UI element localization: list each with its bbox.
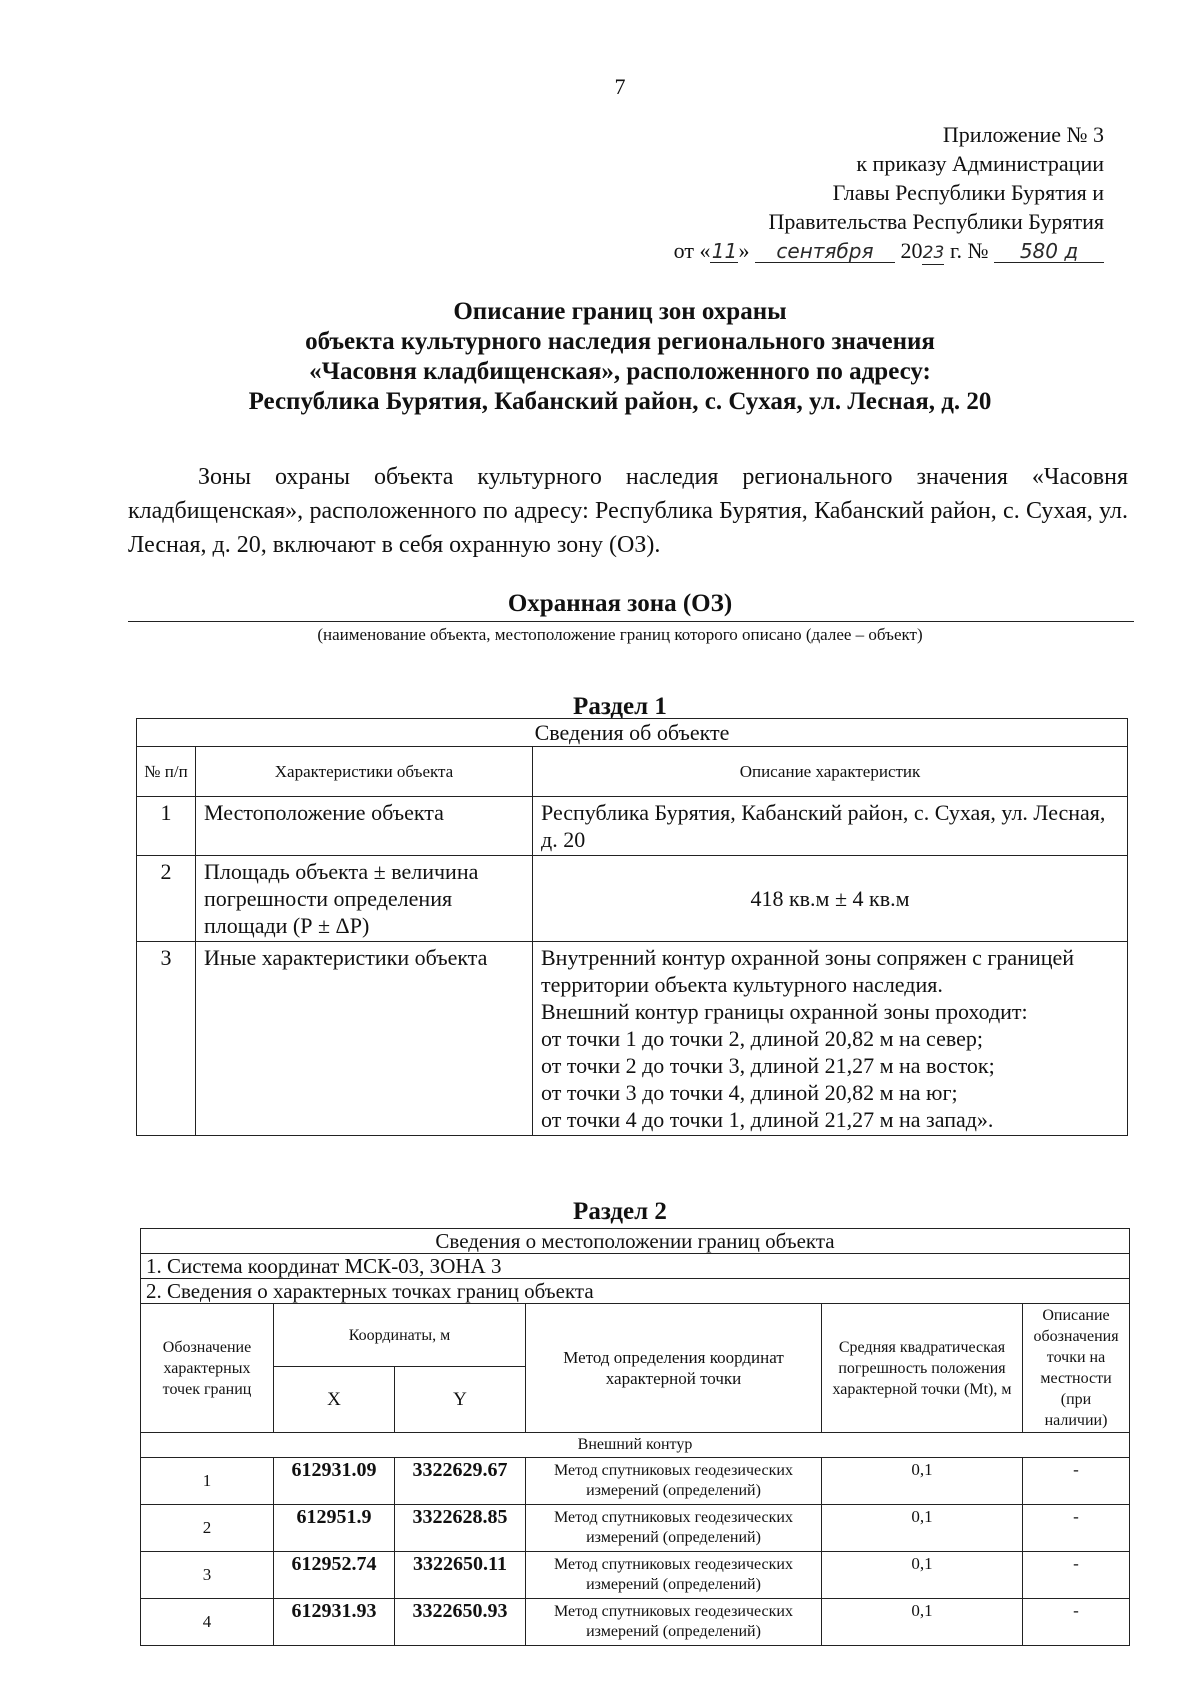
table-row	[141, 1552, 1130, 1599]
point-accuracy: 0,1	[822, 1552, 1023, 1599]
date-mid: »	[738, 238, 750, 263]
point-id: 1	[141, 1458, 274, 1505]
point-method: Метод спутниковых геодезических измерений (определений)	[526, 1552, 822, 1599]
order-day: 11	[711, 239, 738, 263]
document-title	[0, 297, 1200, 417]
page-number: 7	[614, 74, 626, 99]
point-description: -	[1023, 1599, 1130, 1646]
point-x: 612952.74	[274, 1552, 395, 1599]
section-1-title: Раздел 1	[573, 693, 667, 720]
order-date-line	[674, 236, 1104, 265]
appendix-line-4: Правительства Республики Бурятия	[768, 209, 1104, 234]
header-description: Описание характеристик	[533, 747, 1128, 797]
point-x: 612951.9	[274, 1505, 395, 1552]
table-row	[137, 942, 1128, 1136]
intro-paragraph: Зоны охраны объекта культурного наследия регионального значения «Часовня кладбищенская», расположенного по адресу: Республика Бурятия, Кабанский район, с. Сухая, ул. Лесная, д. 20, включают в себя охранную зону (ОЗ).	[128, 464, 1128, 558]
section-2-title: Раздел 2	[573, 1198, 667, 1225]
point-method: Метод спутниковых геодезических измерений (определений)	[526, 1458, 822, 1505]
zone-subtitle: (наименование объекта, местоположение границ которого описано (далее – объект)	[317, 625, 923, 644]
point-accuracy: 0,1	[822, 1599, 1023, 1646]
point-y: 3322650.11	[395, 1552, 526, 1599]
title-line-2: объекта культурного наследия регионального значения	[305, 328, 935, 355]
table-row	[137, 856, 1128, 942]
point-description: -	[1023, 1505, 1130, 1552]
appendix-line-2: к приказу Администрации	[856, 151, 1104, 176]
row-characteristic: Иные характеристики объекта	[196, 942, 533, 1136]
point-id: 2	[141, 1505, 274, 1552]
point-x: 612931.93	[274, 1599, 395, 1646]
point-y: 3322628.85	[395, 1505, 526, 1552]
desc-line: от точки 4 до точки 1, длиной 21,27 м на запад».	[541, 1107, 994, 1132]
point-method: Метод спутниковых геодезических измерений (определений)	[526, 1505, 822, 1552]
contour-label: Внешний контур	[141, 1433, 1130, 1458]
header-x: X	[274, 1367, 395, 1433]
desc-line: от точки 1 до точки 2, длиной 20,82 м на север;	[541, 1026, 983, 1051]
table-row	[137, 797, 1128, 856]
table-row	[141, 1599, 1130, 1646]
row-characteristic: Площадь объекта ± величина погрешности определения площади (Р ± ΔР)	[196, 856, 533, 942]
row-num: 3	[137, 942, 196, 1136]
header-num: № п/п	[137, 747, 196, 797]
row-characteristic: Местоположение объекта	[196, 797, 533, 856]
point-description: -	[1023, 1552, 1130, 1599]
row-description	[533, 942, 1128, 1136]
object-info-table	[136, 718, 1128, 1136]
desc-line: Внешний контур границы охранной зоны проходит:	[541, 999, 1028, 1024]
point-description: -	[1023, 1458, 1130, 1505]
desc-line: от точки 2 до точки 3, длиной 21,27 м на восток;	[541, 1053, 995, 1078]
row-num: 1	[137, 797, 196, 856]
zone-title: Охранная зона (ОЗ)	[507, 590, 733, 617]
order-year: 23	[922, 243, 945, 263]
point-id: 3	[141, 1552, 274, 1599]
table-row	[141, 1458, 1130, 1505]
table-title: Сведения о местоположении границ объекта	[141, 1229, 1130, 1254]
header-method: Метод определения координат характерной точки	[526, 1304, 822, 1433]
row-num: 2	[137, 856, 196, 942]
row-description: Республика Бурятия, Кабанский район, с. Сухая, ул. Лесная, д. 20	[533, 797, 1128, 856]
point-x: 612931.09	[274, 1458, 395, 1505]
order-number: 580 д	[994, 240, 1104, 263]
coordinate-system: 1. Система координат МСК-03, ЗОНА 3	[141, 1254, 1130, 1279]
appendix-line-3: Главы Республики Бурятия и	[832, 180, 1104, 205]
title-line-1: Описание границ зон охраны	[453, 298, 787, 325]
desc-line: от точки 3 до точки 4, длиной 20,82 м на юг;	[541, 1080, 958, 1105]
header-point-description: Описание обозначения точки на местности (при наличии)	[1023, 1304, 1130, 1433]
point-accuracy: 0,1	[822, 1505, 1023, 1552]
date-prefix: от «	[673, 238, 711, 263]
year-prefix: 20	[900, 238, 923, 263]
header-accuracy: Средняя квадратическая погрешность положения характерной точки (Mt), м	[822, 1304, 1023, 1433]
points-title: 2. Сведения о характерных точках границ объекта	[141, 1279, 1130, 1304]
zone-underline	[128, 621, 1134, 622]
appendix-line-1: Приложение № 3	[942, 122, 1104, 147]
header-y: Y	[395, 1367, 526, 1433]
table-row	[141, 1505, 1130, 1552]
point-accuracy: 0,1	[822, 1458, 1023, 1505]
boundary-points-table	[140, 1228, 1130, 1646]
header-designation: Обозначение характерных точек границ	[141, 1304, 274, 1433]
appendix-header	[674, 120, 1104, 265]
row-description: 418 кв.м ± 4 кв.м	[533, 856, 1128, 942]
desc-line: Внутренний контур охранной зоны сопряжен с границей территории объекта культурного наследия.	[541, 945, 1075, 997]
point-method: Метод спутниковых геодезических измерений (определений)	[526, 1599, 822, 1646]
title-line-4: Республика Бурятия, Кабанский район, с. Сухая, ул. Лесная, д. 20	[248, 388, 992, 415]
table-title: Сведения об объекте	[137, 719, 1128, 747]
order-month: сентября	[755, 240, 895, 263]
header-characteristics: Характеристики объекта	[196, 747, 533, 797]
header-coordinates: Координаты, м	[274, 1304, 526, 1367]
title-line-3: «Часовня кладбищенская», расположенного по адресу:	[309, 358, 931, 385]
point-id: 4	[141, 1599, 274, 1646]
point-y: 3322650.93	[395, 1599, 526, 1646]
point-y: 3322629.67	[395, 1458, 526, 1505]
number-label: г. №	[949, 238, 989, 263]
